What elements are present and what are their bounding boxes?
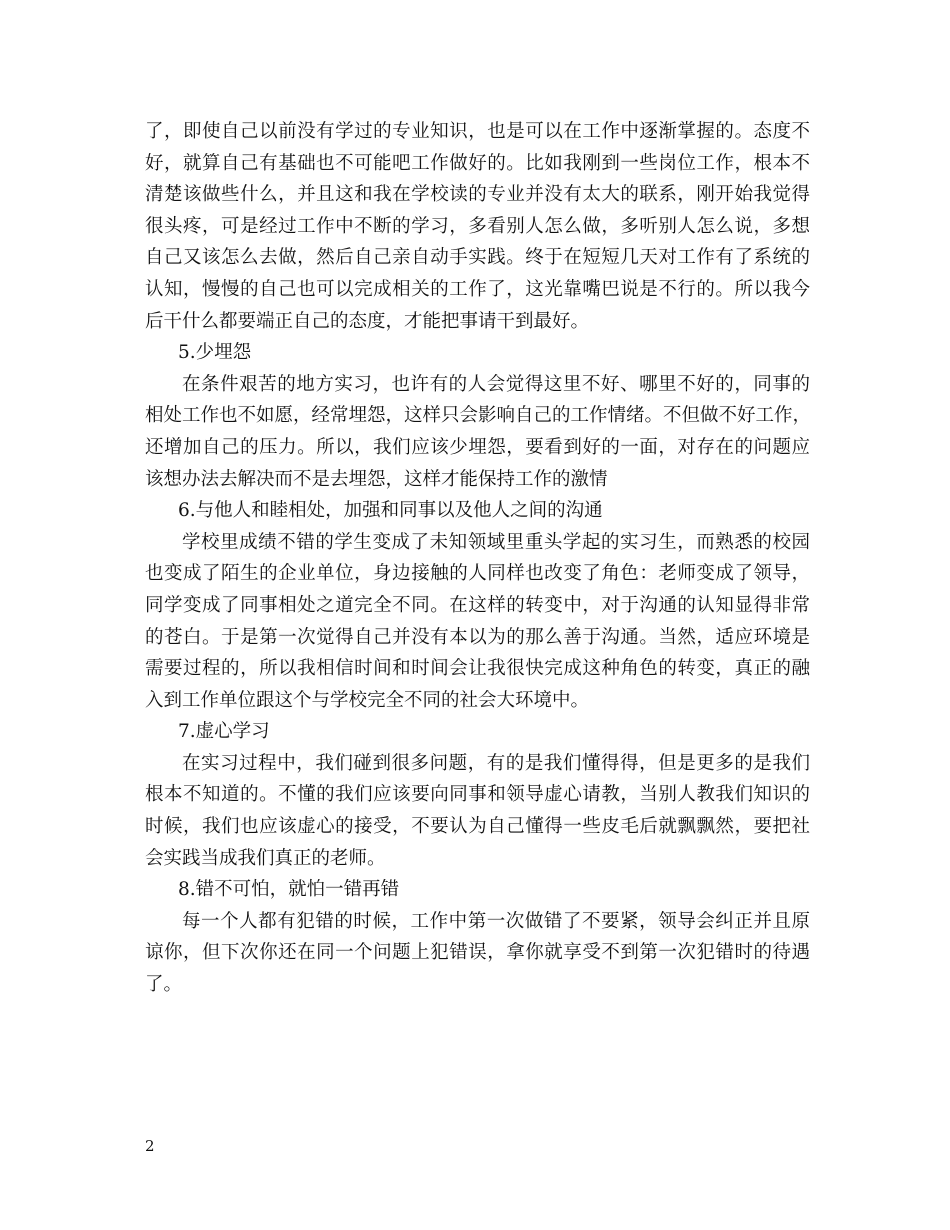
text-line: 在条件艰苦的地方实习，也许有的人会觉得这里不好、哪里不好的，同事的 — [182, 373, 810, 395]
text-line: 好，就算自己有基础也不可能吧工作做好的。比如我刚到一些岗位工作，根本不 — [145, 152, 810, 174]
text-line: 同学变成了同事相处之道完全不同。在这样的转变中，对于沟通的认知显得非常 — [145, 594, 810, 616]
text-line: 在实习过程中，我们碰到很多问题，有的是我们懂得得，但是更多的是我们 — [182, 752, 810, 774]
text-line: 时候，我们也应该虚心的接受，不要认为自己懂得一些皮毛后就飘飘然，要把社 — [145, 816, 810, 838]
section-heading: 8.错不可怕，就怕一错再错 — [178, 879, 400, 901]
text-line: 谅你，但下次你还在同一个问题上犯错误，拿你就享受不到第一次犯错时的待遇 — [145, 942, 810, 964]
section-heading: 6.与他人和睦相处，加强和同事以及他人之间的沟通 — [178, 500, 603, 522]
text-line: 会实践当成我们真正的老师。 — [145, 847, 386, 869]
text-line: 入到工作单位跟这个与学校完全不同的社会大环境中。 — [145, 689, 590, 711]
document-body — [145, 116, 810, 1001]
text-line: 清楚该做些什么，并且这和我在学校读的专业并没有太大的联系，刚开始我觉得 — [145, 184, 810, 206]
text-line: 需要过程的，所以我相信时间和时间会让我很快完成这种角色的转变，真正的融 — [145, 658, 810, 680]
text-line: 还增加自己的压力。所以，我们应该少埋怨，要看到好的一面，对存在的问题应 — [145, 436, 810, 458]
text-line: 认知，慢慢的自己也可以完成相关的工作了，这光靠嘴巴说是不行的。所以我今 — [145, 278, 810, 300]
text-line: 学校里成绩不错的学生变成了未知领域里重头学起的实习生，而熟悉的校园 — [182, 531, 810, 553]
text-line: 自己又该怎么去做，然后自己亲自动手实践。终于在短短几天对工作有了系统的 — [145, 247, 810, 269]
text-line: 每一个人都有犯错的时候，工作中第一次做错了不要紧，领导会纠正并且原 — [182, 910, 810, 932]
text-line: 很头疼，可是经过工作中不断的学习，多看别人怎么做，多听别人怎么说，多想 — [145, 215, 810, 237]
text-line: 后干什么都要端正自己的态度，才能把事请干到最好。 — [145, 310, 590, 332]
section-heading: 5.少埋怨 — [178, 342, 252, 364]
text-line: 的苍白。于是第一次觉得自己并没有本以为的那么善于沟通。当然，适应环境是 — [145, 626, 810, 648]
text-line: 该想办法去解决而不是去埋怨，这样才能保持工作的激情 — [145, 468, 608, 490]
text-line: 了。 — [145, 974, 183, 996]
text-line: 了，即使自己以前没有学过的专业知识，也是可以在工作中逐渐掌握的。态度不 — [145, 121, 810, 142]
text-line: 根本不知道的。不懂的我们应该要向同事和领导虚心请教，当别人教我们知识的 — [145, 784, 810, 806]
text-line: 相处工作也不如愿，经常埋怨，这样只会影响自己的工作情绪。不但做不好工作， — [145, 405, 812, 427]
page-number: 2 — [145, 1137, 155, 1155]
text-line: 也变成了陌生的企业单位，身边接触的人同样也改变了角色：老师变成了领导， — [145, 563, 810, 585]
section-heading: 7.虚心学习 — [178, 721, 270, 743]
